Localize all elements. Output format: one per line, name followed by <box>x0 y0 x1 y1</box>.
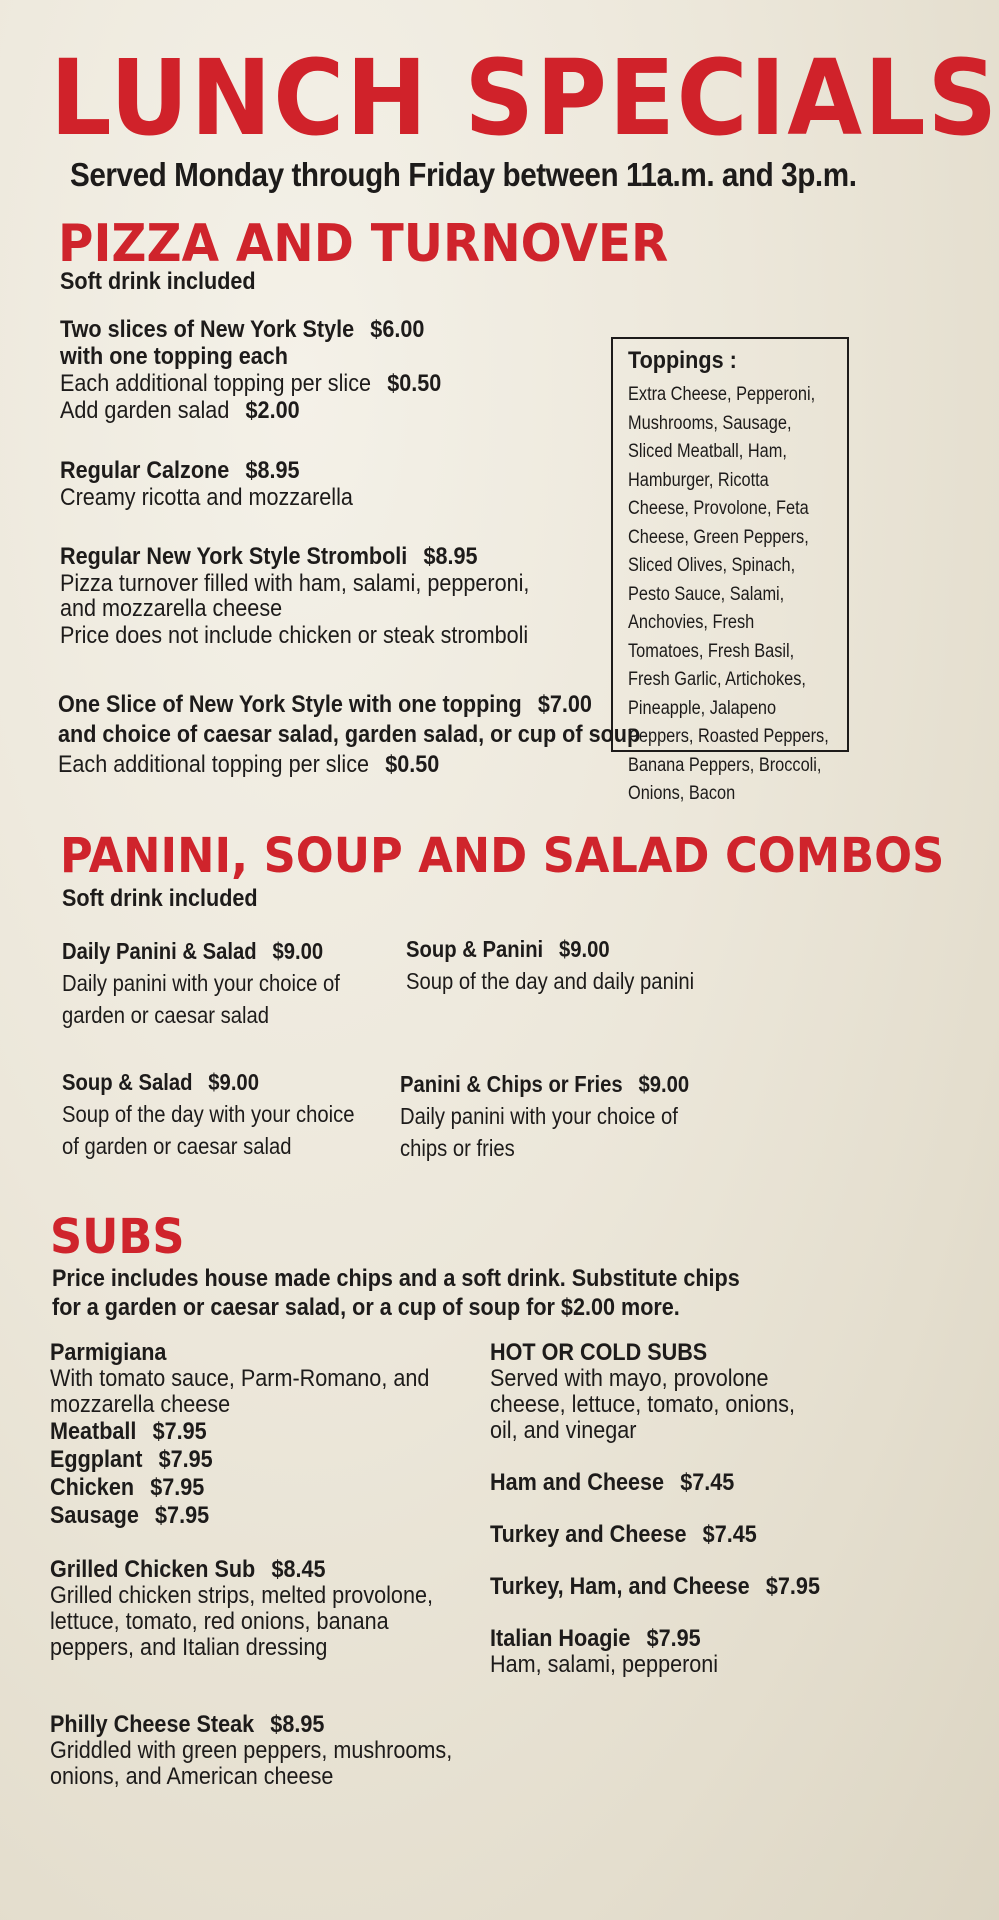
combo-description: chips or fries <box>400 1135 515 1161</box>
toppings-title: Toppings : <box>628 347 737 374</box>
item-name: HOT OR COLD SUBS <box>490 1339 708 1366</box>
item-description: Ham, salami, pepperoni <box>490 1651 719 1678</box>
combo-description: Soup of the day and daily panini <box>406 968 695 994</box>
item-price: $7.00 <box>537 691 592 718</box>
item-description: Price does not include chicken or steak stromboli <box>60 622 529 649</box>
philly-item <box>50 1712 452 1790</box>
combo-name: Soup & Panini <box>406 936 544 962</box>
pizza-soft-drink-note: Soft drink included <box>60 268 256 295</box>
calzone-item <box>60 457 353 511</box>
item-description: cheese, lettuce, tomato, onions, <box>490 1391 795 1418</box>
item-description: Griddled with green peppers, mushrooms, <box>50 1737 453 1764</box>
add-salad-label: Add garden salad <box>60 397 230 424</box>
extra-topping-label: Each additional topping per slice <box>58 751 370 778</box>
item-name: Regular New York Style Stromboli <box>60 543 408 570</box>
item-name: Two slices of New York Style <box>60 316 355 343</box>
item-price: $7.95 <box>646 1625 701 1652</box>
combo-name: Panini & Chips or Fries <box>400 1071 623 1097</box>
item-name: One Slice of New York Style with one topping <box>58 691 522 718</box>
parm-option-price: $7.95 <box>155 1502 210 1529</box>
item-name: Regular Calzone <box>60 457 230 484</box>
combo-price: $9.00 <box>208 1069 259 1095</box>
combo-description: garden or caesar salad <box>62 1002 270 1028</box>
combo-item <box>62 935 340 1031</box>
item-price: $6.00 <box>370 316 425 343</box>
parm-option-name: Meatball <box>50 1418 137 1445</box>
extra-topping-price: $0.50 <box>387 370 442 397</box>
item-name: Turkey, Ham, and Cheese <box>490 1573 750 1600</box>
combo-name: Daily Panini & Salad <box>62 938 257 964</box>
item-price: $8.95 <box>270 1711 325 1738</box>
two-slices-item <box>60 316 441 424</box>
panini-soft-drink-note: Soft drink included <box>62 885 258 912</box>
subs-section-heading: SUBS <box>50 1209 185 1265</box>
item-description: Served with mayo, provolone <box>490 1365 769 1392</box>
subs-note-line: for a garden or caesar salad, or a cup of soup for $2.00 more. <box>52 1294 680 1321</box>
turkey-cheese-item <box>490 1522 757 1548</box>
parm-option-name: Chicken <box>50 1474 135 1501</box>
item-description: Grilled chicken strips, melted provolone, <box>50 1582 433 1609</box>
parm-option-name: Sausage <box>50 1502 139 1529</box>
add-salad-price: $2.00 <box>245 397 300 424</box>
parmigiana-item <box>50 1340 429 1530</box>
item-price: $7.45 <box>702 1521 757 1548</box>
toppings-list: Extra Cheese, Pepperoni, Mushrooms, Sausage, Sliced Meatball, Ham, Hamburger, Ricotta Cheese, Provolone, Feta Cheese, Green Peppers, Sliced Olives, Spinach, Pesto Sauce, Salami, Anchovies, Fresh Tomatoes, Fresh Basil, Fresh Garlic, Artichokes, Pineapple, Jalapeno Peppers, Roasted Peppers, Banana Peppers, Broccoli, Onions, Bacon <box>628 384 829 804</box>
item-name: Grilled Chicken Sub <box>50 1556 256 1583</box>
grilled-chicken-item <box>50 1557 433 1661</box>
panini-section-heading: PANINI, SOUP AND SALAD COMBOS <box>60 828 945 884</box>
combo-name: Soup & Salad <box>62 1069 193 1095</box>
item-name: Philly Cheese Steak <box>50 1711 255 1738</box>
parm-option-price: $7.95 <box>150 1474 205 1501</box>
item-name: Turkey and Cheese <box>490 1521 687 1548</box>
item-description: onions, and American cheese <box>50 1763 334 1790</box>
item-name: Parmigiana <box>50 1339 167 1366</box>
ham-cheese-item <box>490 1470 734 1496</box>
hours-subtitle: Served Monday through Friday between 11a.m. and 3p.m. <box>70 156 857 193</box>
turkey-ham-cheese-item <box>490 1574 820 1600</box>
item-name: Italian Hoagie <box>490 1625 631 1652</box>
combo-description: Daily panini with your choice of <box>62 970 340 996</box>
item-description: and mozzarella cheese <box>60 595 283 622</box>
item-description: With tomato sauce, Parm-Romano, and <box>50 1365 430 1392</box>
stromboli-item <box>60 543 529 649</box>
item-description: Creamy ricotta and mozzarella <box>60 484 353 511</box>
parm-option-price: $7.95 <box>152 1418 207 1445</box>
combo-price: $9.00 <box>559 936 610 962</box>
extra-topping-label: Each additional topping per slice <box>60 370 372 397</box>
combo-item <box>62 1066 355 1162</box>
item-description: Pizza turnover filled with ham, salami, pepperoni, <box>60 570 530 597</box>
item-description: oil, and vinegar <box>490 1417 637 1444</box>
item-name-cont: and choice of caesar salad, garden salad, or cup of soup <box>58 721 641 748</box>
hot-cold-subs <box>490 1340 795 1444</box>
extra-topping-price: $0.50 <box>385 751 440 778</box>
item-description: lettuce, tomato, red onions, banana <box>50 1608 389 1635</box>
combo-item <box>406 933 694 997</box>
item-price: $7.45 <box>680 1469 735 1496</box>
page-title: LUNCH SPECIALS <box>50 37 999 159</box>
toppings-box <box>611 337 849 804</box>
item-price: $8.95 <box>423 543 478 570</box>
subs-note <box>52 1264 740 1322</box>
item-description: peppers, and Italian dressing <box>50 1634 328 1661</box>
item-name: Ham and Cheese <box>490 1469 665 1496</box>
pizza-section-heading: PIZZA AND TURNOVER <box>58 214 669 274</box>
combo-description: Daily panini with your choice of <box>400 1103 678 1129</box>
combo-price: $9.00 <box>272 938 324 964</box>
item-name-cont: with one topping each <box>60 343 288 370</box>
parm-option-price: $7.95 <box>158 1446 213 1473</box>
combo-description: Soup of the day with your choice <box>62 1101 355 1127</box>
item-price: $7.95 <box>765 1573 820 1600</box>
combo-item <box>400 1068 689 1164</box>
parm-option-name: Eggplant <box>50 1446 143 1473</box>
subs-note-line: Price includes house made chips and a soft drink. Substitute chips <box>52 1265 740 1292</box>
combo-description: of garden or caesar salad <box>62 1133 292 1159</box>
item-price: $8.45 <box>271 1556 326 1583</box>
item-price: $8.95 <box>245 457 300 484</box>
combo-price: $9.00 <box>638 1071 690 1097</box>
one-slice-item <box>58 690 640 780</box>
italian-hoagie-item <box>490 1626 718 1678</box>
item-description: mozzarella cheese <box>50 1391 231 1418</box>
